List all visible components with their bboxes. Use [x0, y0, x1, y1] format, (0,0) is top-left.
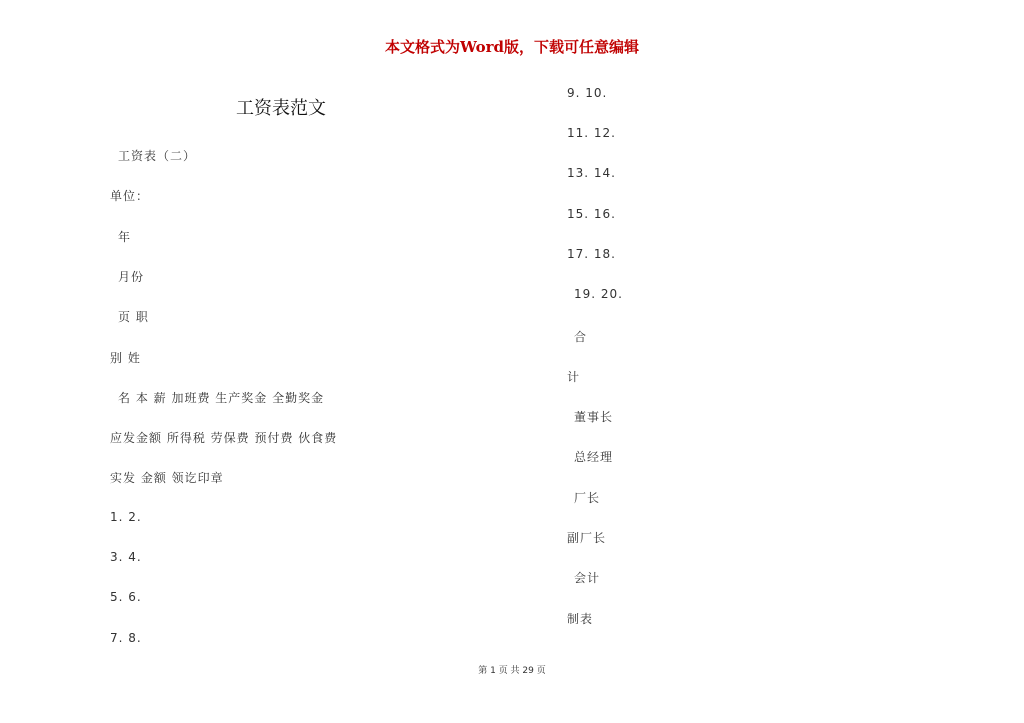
- right-line-3: 13. 14.: [567, 166, 616, 180]
- right-line-12: 副厂长: [567, 531, 607, 545]
- left-line-6: 别 姓: [110, 351, 141, 365]
- right-line-1: 9. 10.: [567, 86, 608, 100]
- page-number-footer: 第 1 页 共 29 页: [478, 666, 546, 676]
- right-line-4: 15. 16.: [567, 207, 616, 221]
- right-line-8: 计: [567, 370, 581, 384]
- right-line-14: 制表: [567, 612, 594, 626]
- left-line-12: 5. 6.: [110, 590, 142, 604]
- left-line-11: 3. 4.: [110, 550, 142, 564]
- right-line-6: 19. 20.: [574, 287, 623, 301]
- right-line-9: 董事长: [574, 410, 614, 424]
- document-title: 工资表范文: [236, 98, 326, 119]
- left-line-9: 实发 金额 领讫印章: [110, 471, 224, 485]
- right-line-7: 合: [574, 330, 588, 344]
- left-line-13: 7. 8.: [110, 631, 142, 645]
- right-line-11: 厂长: [574, 491, 601, 505]
- left-line-3: 年: [118, 230, 132, 244]
- right-line-10: 总经理: [574, 450, 614, 464]
- left-line-8: 应发金额 所得税 劳保费 预付费 伙食费: [110, 431, 338, 445]
- right-line-5: 17. 18.: [567, 247, 616, 261]
- left-line-10: 1. 2.: [110, 510, 142, 524]
- word-edit-banner: 本文格式为Word版，下载可任意编辑: [384, 38, 640, 56]
- left-line-2: 单位：: [110, 189, 150, 203]
- left-line-7: 名 本 薪 加班费 生产奖金 全勤奖金: [118, 391, 325, 405]
- right-line-2: 11. 12.: [567, 126, 616, 140]
- left-line-1: 工资表（二）: [118, 149, 197, 163]
- right-line-13: 会计: [574, 571, 601, 585]
- left-line-4: 月份: [118, 270, 145, 284]
- left-line-5: 页 职: [118, 310, 149, 324]
